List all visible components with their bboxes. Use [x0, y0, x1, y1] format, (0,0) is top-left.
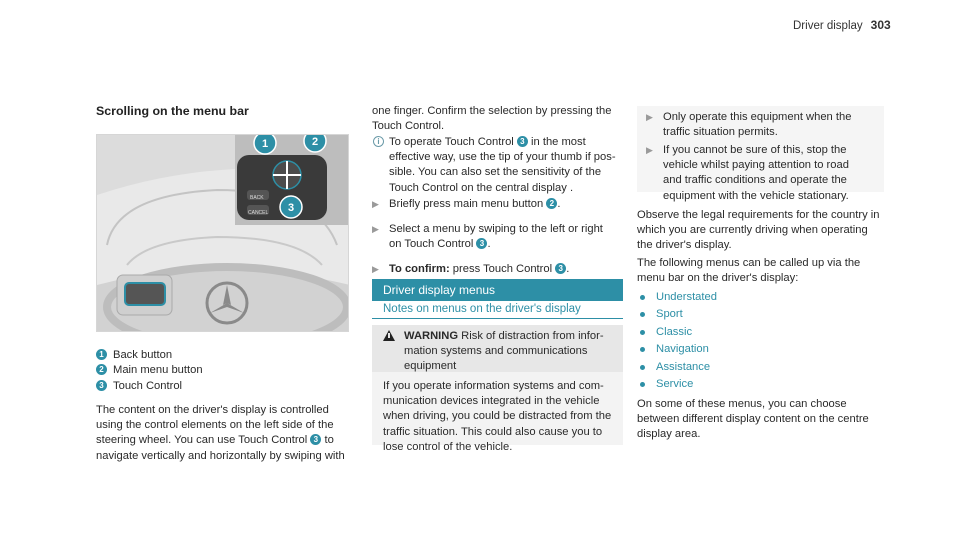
text-span: To operate Touch Control [389, 136, 517, 148]
text-span: Risk of distraction from infor- [458, 330, 604, 342]
step-label: To confirm: [389, 263, 450, 275]
arrow-icon: ▶ [372, 224, 379, 234]
bullet-icon [640, 330, 645, 335]
legend-text: Main menu button [113, 364, 203, 377]
number-badge: 3 [476, 238, 487, 249]
menu-list [637, 290, 717, 394]
legend-item [96, 363, 356, 378]
text-line [389, 237, 622, 252]
text-line: Observe the legal requirements for the country in [637, 209, 880, 221]
arrow-icon: ▶ [372, 199, 379, 209]
warning-body [383, 379, 619, 455]
menu-link[interactable]: Sport [656, 308, 683, 321]
text-line: menu bar on the driver's display: [637, 272, 799, 285]
continuation-paragraph [372, 104, 634, 134]
text-span: . [487, 238, 491, 251]
menu-link[interactable]: Assistance [656, 360, 711, 373]
menu-list-item[interactable] [637, 377, 717, 394]
text-line: The content on the driver's display is controlled [96, 404, 329, 416]
text-line [404, 329, 619, 344]
warning-word: WARNING [404, 330, 459, 342]
warning-continuation-box [637, 106, 884, 202]
text-line: equipment with the vehicle stationary. [663, 189, 849, 202]
text-span: press Touch Control [449, 263, 556, 275]
text-line: traffic situation. This could also cause you to [383, 425, 603, 438]
text-line: navigate vertically and horizontally by swiping with [96, 449, 345, 462]
warning-box [372, 325, 623, 453]
svg-text:1: 1 [261, 138, 269, 150]
text-line: when driving, you could be distracted from the [383, 410, 612, 423]
legend-text: Back button [113, 349, 173, 361]
bullet-icon [640, 347, 645, 352]
menu-link[interactable]: Navigation [656, 343, 709, 356]
text-line: Touch Control on the central display . [389, 181, 574, 194]
warning-header [372, 325, 623, 372]
text-line: between different display content on the centre [637, 413, 869, 426]
section-title-bar: Driver display menus [372, 279, 623, 301]
step-item [372, 262, 634, 278]
text-line: mation systems and communications [404, 345, 588, 358]
number-badge: 3 [517, 136, 528, 147]
bullet-icon [640, 312, 645, 317]
step-text [372, 222, 622, 252]
step-text [663, 110, 881, 140]
text-line: Touch Control. [372, 120, 445, 133]
text-line: lose control of the vehicle. [383, 440, 513, 453]
menu-list-item[interactable] [637, 342, 717, 359]
arrow-icon: ▶ [372, 264, 379, 274]
menu-list-item[interactable] [637, 290, 717, 307]
back-label: BACK [250, 195, 264, 201]
warning-heading [404, 329, 619, 375]
info-note [372, 135, 634, 197]
text-line: the driver's display. [637, 239, 732, 252]
text-line: effective way, use the tip of your thumb if pos- [389, 151, 616, 164]
text-line: On some of these menus, you can choose [637, 398, 847, 410]
bullet-icon [640, 295, 645, 300]
step-item [372, 222, 634, 254]
text-span: Briefly press main menu button [389, 198, 547, 210]
steering-wheel-illustration [97, 135, 349, 332]
bullet-icon [640, 382, 645, 387]
number-badge: 3 [555, 263, 566, 274]
text-line: sible. You can also set the sensitivity of the [389, 166, 602, 179]
number-badge: 2 [546, 198, 557, 209]
text-span: . [557, 198, 561, 210]
warning-icon-mark [388, 333, 390, 338]
legend-item [96, 379, 356, 394]
menu-list-item[interactable] [637, 307, 717, 324]
page-number: 303 [870, 18, 891, 32]
text-line: traffic situation permits. [663, 126, 778, 139]
text-line: Select a menu by swiping to the left or right [389, 223, 603, 235]
page-header [793, 18, 891, 34]
text-line: If you operate information systems and com- [383, 380, 604, 392]
text-line: and traffic conditions and operate the [663, 174, 847, 187]
number-badge: 1 [96, 349, 107, 360]
step-item [372, 197, 634, 213]
text-line: If you cannot be sure of this, stop the [663, 144, 847, 156]
text-line: Only operate this equipment when the [663, 111, 852, 123]
text-line [96, 433, 358, 448]
section-heading: Scrolling on the menu bar [96, 104, 249, 118]
image-legend [96, 348, 356, 394]
menu-link[interactable]: Classic [656, 325, 693, 338]
number-badge: 3 [310, 434, 321, 445]
text-line: equipment [404, 360, 457, 373]
menu-list-item[interactable] [637, 360, 717, 377]
text-line: display area. [637, 428, 701, 441]
intro-paragraph [96, 403, 358, 464]
bullet-icon [640, 365, 645, 370]
subsection-title: Notes on menus on the driver's display [372, 302, 623, 319]
legal-paragraph [637, 208, 899, 254]
text-line: one finger. Confirm the selection by pressing the [372, 105, 612, 117]
step-text [663, 143, 881, 204]
text-line [389, 135, 634, 150]
text-line: which you are currently driving when operating [637, 224, 868, 237]
text-span: . [566, 263, 570, 275]
legend-item [96, 348, 356, 363]
info-icon: i [373, 136, 384, 147]
svg-text:3: 3 [287, 202, 295, 214]
text-span: steering wheel. You can use Touch Control [96, 434, 311, 447]
arrow-icon: ▶ [646, 145, 653, 155]
text-line: The following menus can be called up via the [637, 257, 861, 269]
step-text [372, 262, 622, 277]
menu-link[interactable]: Service [656, 377, 694, 390]
text-span: in the most [527, 136, 586, 148]
text-line: using the control elements on the left side of the [96, 419, 334, 432]
text-span: to [321, 434, 334, 447]
number-badge: 2 [96, 364, 107, 375]
closing-paragraph [637, 397, 899, 443]
steering-wheel-image [96, 134, 349, 332]
number-badge: 3 [96, 380, 107, 391]
svg-text:2: 2 [311, 136, 319, 148]
text-line: vehicle whilst paying attention to road [663, 159, 849, 172]
section-name: Driver display [793, 20, 863, 32]
menus-intro [637, 256, 899, 286]
arrow-icon: ▶ [646, 112, 653, 122]
menu-link[interactable]: Understated [656, 291, 717, 303]
text-span: on Touch Control [389, 238, 477, 251]
cancel-label: CANCEL [248, 210, 269, 216]
step-text [372, 197, 622, 212]
legend-text: Touch Control [113, 379, 183, 392]
text-line: munication devices integrated in the vehicle [383, 395, 600, 408]
menu-list-item[interactable] [637, 325, 717, 342]
